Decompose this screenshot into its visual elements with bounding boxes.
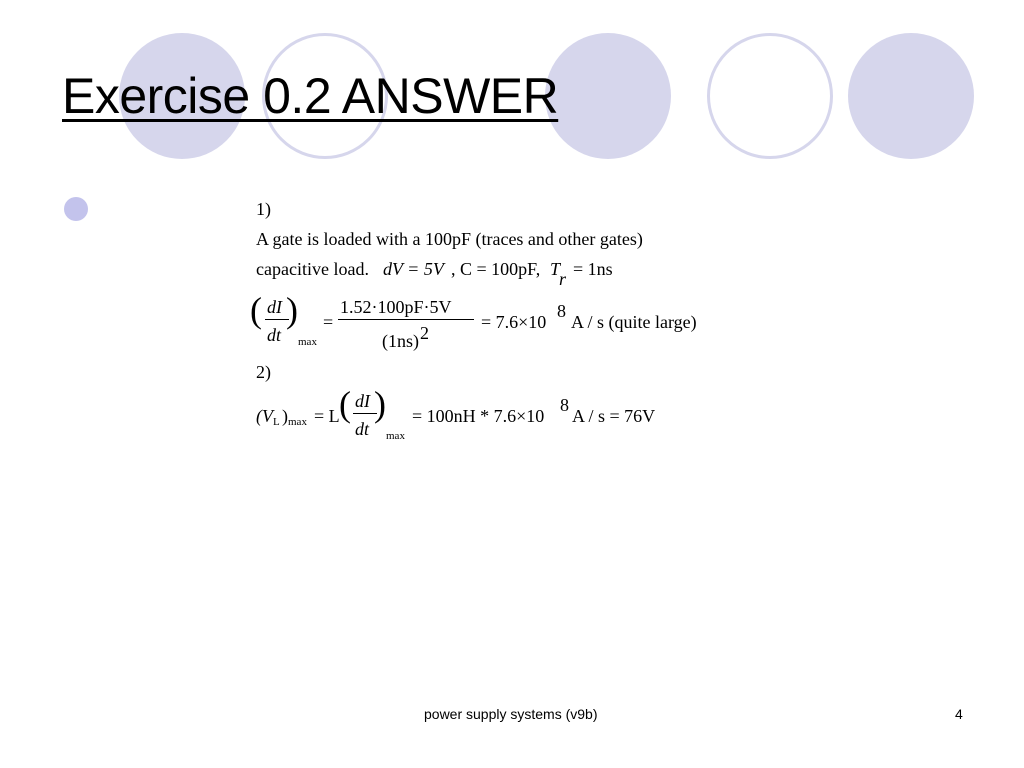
eq2-den-text: dt (355, 419, 370, 439)
eq1-lhs-max: max (298, 336, 317, 348)
slide-number: 4 (955, 706, 963, 722)
eq2-lhs-close: ) (282, 406, 288, 426)
eq1-result-exponent: 8 (557, 301, 566, 321)
eq2-rhs: = 100nH * 7.6×10 (412, 406, 545, 426)
eq2-rhs-tail: A / s = 76V (572, 406, 656, 426)
eq1-denominator-exponent: 2 (420, 323, 429, 343)
eq1-fraction-bar (338, 319, 474, 320)
eq1-lhs-num-text: dI (267, 297, 282, 317)
decorative-circle-3 (848, 33, 974, 159)
eq2-numerator (355, 392, 370, 410)
eq2-lhs-max: max (288, 416, 307, 428)
eq2-left-paren: ( (339, 384, 351, 424)
decorative-circle-2 (545, 33, 671, 159)
slide-title: Exercise 0.2 ANSWER (62, 68, 559, 124)
eq1-result: = 7.6×10 (481, 312, 547, 332)
given-tr-value: = 1ns (573, 259, 613, 279)
part2-label: 2) (256, 362, 271, 382)
eq2-lhs (256, 407, 273, 425)
eq1-equals: = (323, 312, 334, 332)
problem-statement-line1: A gate is loaded with a 100pF (traces and other gates) (256, 229, 643, 249)
problem-statement-line2: capacitive load. (256, 259, 369, 279)
eq2-max: max (386, 430, 405, 442)
eq1-denominator: (1ns) (382, 331, 419, 351)
eq2-right-paren: ) (374, 384, 386, 424)
eq1-lhs-denominator (267, 326, 281, 344)
eq2-num-text: dI (355, 391, 370, 411)
given-dv-text: dV = 5V (383, 259, 444, 279)
given-tr-subscript (559, 270, 566, 288)
part1-label: 1) (256, 199, 271, 219)
eq2-denominator (355, 420, 369, 438)
given-c: , C = 100pF, (451, 259, 541, 279)
eq1-lhs-numerator (267, 298, 282, 316)
eq2-rhs-exponent: 8 (560, 395, 569, 415)
given-tr-sub-text: r (559, 269, 567, 289)
eq1-numerator: 1.52·100pF·5V (340, 297, 452, 317)
eq2-lhs-subscript: L (273, 416, 280, 428)
eq1-left-paren: ( (250, 290, 262, 330)
eq1-lhs-den-text: dt (267, 325, 282, 345)
bullet-icon (64, 197, 88, 221)
eq2-lhs-text: (V (256, 406, 273, 426)
footer-title: power supply systems (v9b) (424, 706, 598, 722)
eq1-right-paren: ) (286, 290, 298, 330)
given-dv (383, 260, 444, 278)
eq1-result-unit: A / s (quite large) (571, 312, 697, 332)
decorative-ring-2 (707, 33, 833, 159)
answer-equations (250, 195, 776, 455)
given-tr-symbol: T (550, 259, 561, 279)
eq2-equals-l: = L (314, 406, 340, 426)
